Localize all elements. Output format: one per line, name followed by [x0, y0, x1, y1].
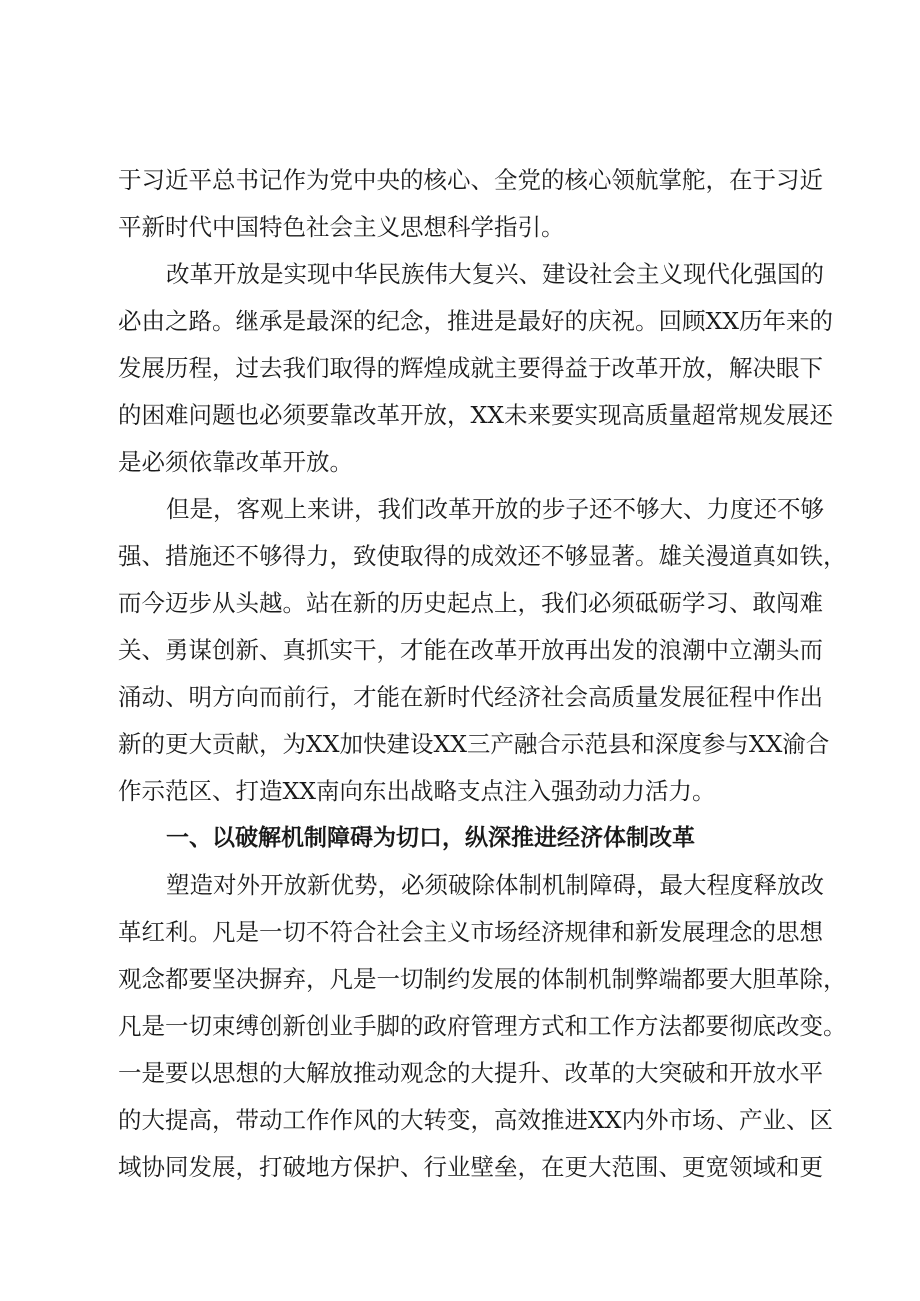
- paragraph-3-line-7: 作示范区、打造XX南向东出战略支点注入强劲动力活力。: [118, 777, 716, 805]
- section-heading: 一、以破解机制障碍为切口，纵深推进经济体制改革: [166, 825, 695, 851]
- paragraph-4-line-5: 一是要以思想的大解放推动观念的大提升、改革的大突破和开放水平: [118, 1059, 823, 1087]
- paragraph-3-line-2: 强、措施还不够得力，致使取得的成效还不够显著。雄关漫道真如铁，: [118, 542, 847, 570]
- paragraph-2-line-5: 是必须依靠改革开放。: [118, 448, 353, 476]
- paragraph-4-line-6: 的大提高，带动工作作风的大转变，高效推进XX内外市场、产业、区: [118, 1106, 833, 1134]
- paragraph-4-line-3: 观念都要坚决摒弃，凡是一切制约发展的体制机制弊端都要大胆革除，: [118, 965, 847, 993]
- paragraph-4-line-4: 凡是一切束缚创新创业手脚的政府管理方式和工作方法都要彻底改变。: [118, 1012, 847, 1040]
- paragraph-1-line-2: 平新时代中国特色社会主义思想科学指引。: [118, 213, 565, 241]
- paragraph-3-line-1: 但是，客观上来讲，我们改革开放的步子还不够大、力度还不够: [166, 495, 824, 523]
- paragraph-3-line-3: 而今迈步从头越。站在新的历史起点上，我们必须砥砺学习、敢闯难: [118, 589, 823, 617]
- paragraph-2-line-1: 改革开放是实现中华民族伟大复兴、建设社会主义现代化强国的: [166, 260, 824, 288]
- paragraph-1-line-1: 于习近平总书记作为党中央的核心、全党的核心领航掌舵，在于习近: [118, 166, 823, 194]
- paragraph-2-line-2: 必由之路。继承是最深的纪念，推进是最好的庆祝。回顾XX历年来的: [118, 307, 833, 335]
- paragraph-4-line-7: 域协同发展，打破地方保护、行业壁垒，在更大范围、更宽领域和更: [118, 1153, 823, 1181]
- paragraph-2-line-3: 发展历程，过去我们取得的辉煌成就主要得益于改革开放，解决眼下: [118, 354, 823, 382]
- paragraph-3-line-4: 关、勇谋创新、真抓实干，才能在改革开放再出发的浪潮中立潮头而: [118, 636, 823, 664]
- paragraph-2-line-4: 的困难问题也必须要靠改革开放，XX未来要实现高质量超常规发展还: [118, 401, 833, 429]
- paragraph-3-line-5: 涌动、明方向而前行，才能在新时代经济社会高质量发展征程中作出: [118, 683, 823, 711]
- paragraph-4-line-1: 塑造对外开放新优势，必须破除体制机制障碍，最大程度释放改: [166, 871, 824, 899]
- paragraph-3-line-6: 新的更大贡献，为XX加快建设XX三产融合示范县和深度参与XX渝合: [118, 730, 830, 758]
- paragraph-4-line-2: 革红利。凡是一切不符合社会主义市场经济规律和新发展理念的思想: [118, 918, 823, 946]
